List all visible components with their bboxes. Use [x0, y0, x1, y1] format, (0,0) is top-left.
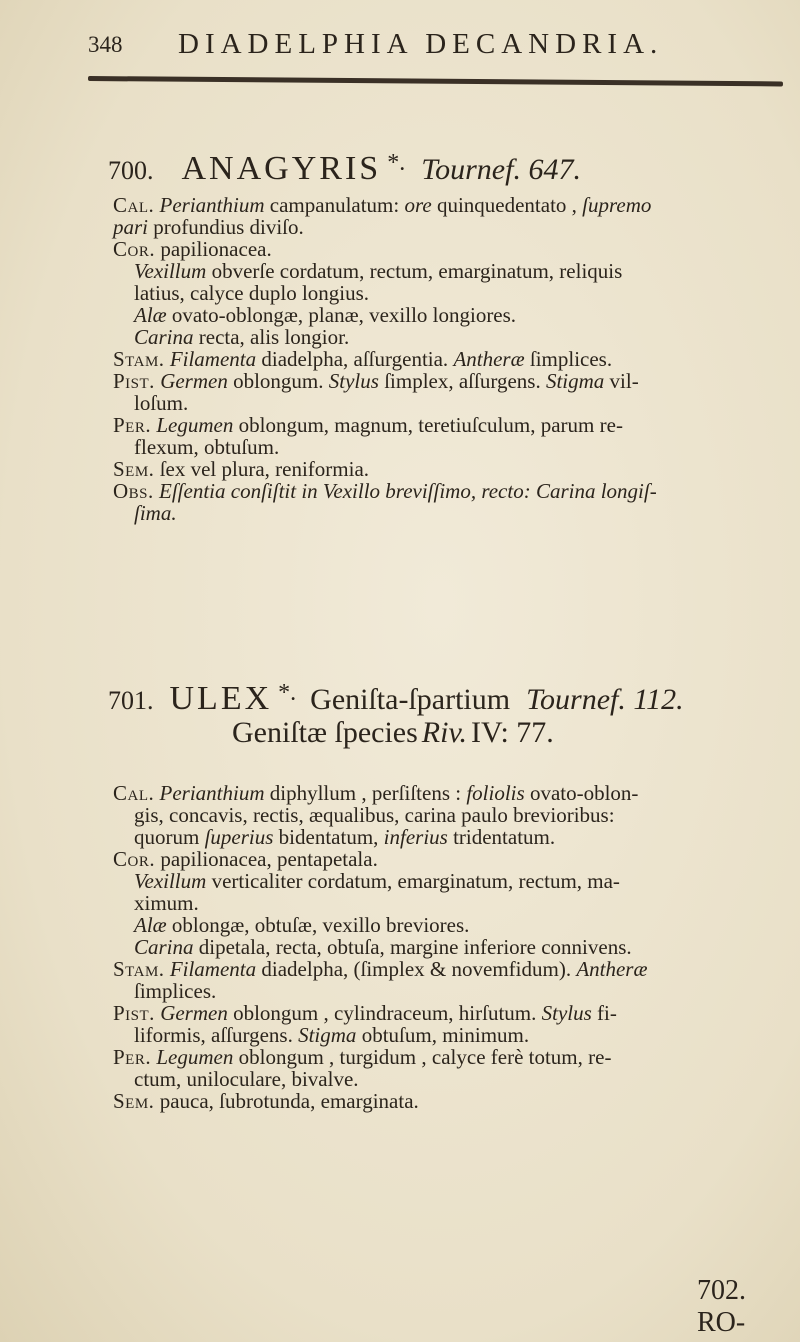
text-run: ſimplex, aſſurgens. — [378, 369, 546, 393]
section-label: Obs. — [113, 479, 154, 503]
section-label: Per. — [113, 1045, 152, 1069]
text-run: fi- — [591, 1001, 617, 1025]
text-run: Legumen — [156, 1045, 234, 1069]
section-label: Per. — [113, 413, 152, 437]
text-run: vil- — [604, 369, 639, 393]
description-line — [113, 194, 793, 216]
text-run: Germen — [160, 369, 228, 393]
description-line — [113, 980, 793, 1002]
section-label: Cal. — [113, 193, 155, 217]
text-run: gis, concavis, rectis, æqualibus, carina paulo brevioribus: — [113, 803, 615, 827]
genus-name: ANAGYRIS — [181, 150, 382, 187]
text-run: pauca, ſubrotunda, emarginata. — [154, 1089, 419, 1113]
text-run: ſex vel plura, reniformia. — [154, 457, 370, 481]
section-label: Cal. — [113, 781, 155, 805]
text-run: pari — [113, 215, 149, 239]
entry-number: 701. — [108, 686, 154, 715]
description-line — [113, 848, 793, 870]
section-label: Pist. — [113, 1001, 155, 1025]
text-run: diadelpha, aſſurgentia. — [256, 347, 454, 371]
synonym-page: IV: 77. — [471, 716, 554, 749]
text-run: Vexillum — [134, 259, 207, 283]
text-run: oblongum , cylindraceum, hirſutum. — [227, 1001, 542, 1025]
text-run: Antheræ — [576, 957, 648, 981]
description-line — [113, 1090, 793, 1112]
text-run: tridentatum. — [447, 825, 556, 849]
catchword: 702. RO- — [697, 1275, 746, 1338]
text-run: Carina — [134, 935, 194, 959]
description-line — [113, 436, 793, 458]
text-run: ovato-oblongæ, planæ, vexillo longiores. — [166, 303, 517, 327]
synonym-name: Geniſtæ ſpecies — [232, 716, 418, 749]
text-run: ctum, uniloculare, bivalve. — [113, 1067, 359, 1091]
description-line — [113, 892, 793, 914]
description-line — [113, 392, 793, 414]
description-line — [113, 804, 793, 826]
text-run: verticaliter cordatum, emarginatum, rectum, ma- — [206, 869, 620, 893]
text-run: Perianthium — [159, 781, 265, 805]
description-line — [113, 370, 793, 392]
text-run: bidentatum, — [273, 825, 384, 849]
text-run: Vexillum — [134, 869, 207, 893]
text-run: Antheræ — [453, 347, 525, 371]
text-run: recta, alis longior. — [193, 325, 350, 349]
text-run: loſum. — [113, 391, 189, 415]
page-header — [88, 26, 768, 62]
description-line — [113, 282, 793, 304]
entry-heading-701 — [108, 680, 684, 718]
text-run: Legumen — [156, 413, 234, 437]
text-run — [113, 303, 134, 327]
entry-number: 700. — [108, 156, 154, 185]
text-run: dipetala, recta, obtuſa, margine inferiore connivens. — [193, 935, 632, 959]
text-run: ſimplices. — [113, 979, 217, 1003]
text-run: ſuperius — [204, 825, 274, 849]
description-line — [113, 782, 793, 804]
description-line — [113, 1024, 793, 1046]
text-run — [113, 913, 134, 937]
text-run — [113, 259, 134, 283]
description-line — [113, 1046, 793, 1068]
text-run: Stigma — [545, 369, 605, 393]
text-run: ximum. — [113, 891, 199, 915]
genus-name: ULEX — [169, 680, 273, 717]
description-line — [113, 826, 793, 848]
section-label: Sem. — [113, 457, 155, 481]
entry-700-description — [113, 194, 793, 524]
running-head: DIADELPHIA DECANDRIA. — [178, 28, 664, 60]
text-run: papilionacea. — [155, 237, 272, 261]
text-run: Alæ — [134, 303, 167, 327]
section-label: Sem. — [113, 1089, 155, 1113]
text-run: diphyllum , perſiſtens : — [264, 781, 467, 805]
synonym-name: Geniſta-ſpartium — [310, 683, 511, 716]
description-line — [113, 480, 793, 502]
entry-heading-700 — [108, 150, 581, 188]
section-label: Cor. — [113, 237, 156, 261]
genus-reference: Tournef. 647. — [421, 153, 581, 186]
description-line — [113, 870, 793, 892]
text-run — [113, 325, 134, 349]
text-run: papilionacea, pentapetala. — [155, 847, 378, 871]
text-run: ſupremo — [582, 193, 652, 217]
text-run: Filamenta — [169, 957, 257, 981]
text-run: diadelpha, (ſimplex & novemfidum). — [256, 957, 577, 981]
text-run: obverſe cordatum, rectum, emarginatum, reliquis — [206, 259, 623, 283]
header-rule — [88, 76, 783, 86]
text-run: Germen — [160, 1001, 228, 1025]
text-run: inferius — [383, 825, 448, 849]
text-run: oblongum, magnum, teretiuſculum, parum re- — [233, 413, 623, 437]
star-mark: *. — [278, 680, 297, 706]
text-run: oblongæ, obtuſæ, vexillo breviores. — [166, 913, 470, 937]
section-label: Cor. — [113, 847, 156, 871]
text-run: Stylus — [328, 369, 379, 393]
description-line — [113, 326, 793, 348]
description-line — [113, 502, 793, 524]
description-line — [113, 216, 793, 238]
text-run: liformis, aſſurgens. — [113, 1023, 299, 1047]
text-run: latius, calyce duplo longius. — [113, 281, 370, 305]
description-line — [113, 914, 793, 936]
entry-701-synonym-line — [232, 716, 554, 750]
text-run: Filamenta — [169, 347, 257, 371]
text-run: ſimplices. — [524, 347, 613, 371]
description-line — [113, 238, 793, 260]
description-line — [113, 304, 793, 326]
text-run: foliolis — [466, 781, 525, 805]
text-run: Perianthium — [159, 193, 265, 217]
description-line — [113, 458, 793, 480]
description-line — [113, 958, 793, 980]
text-run: quorum — [113, 825, 205, 849]
description-line — [113, 260, 793, 282]
synonym-author: Riv. — [421, 716, 468, 749]
description-line — [113, 1068, 793, 1090]
section-label: Stam. — [113, 957, 165, 981]
description-line — [113, 348, 793, 370]
star-mark: *. — [387, 150, 406, 176]
section-label: Stam. — [113, 347, 165, 371]
text-run: campanulatum: — [264, 193, 405, 217]
text-run: oblongum , turgidum , calyce ferè totum, re- — [233, 1045, 612, 1069]
text-run: obtuſum, minimum. — [356, 1023, 530, 1047]
text-run: Alæ — [134, 913, 167, 937]
entry-701-description — [113, 782, 793, 1112]
description-line — [113, 414, 793, 436]
text-run: oblongum. — [227, 369, 329, 393]
genus-reference: Tournef. 112. — [526, 683, 684, 716]
text-run: Carina — [134, 325, 194, 349]
text-run: ſima. — [134, 501, 177, 525]
text-run: Eſſentia conſiſtit in Vexillo breviſſimo, recto: Carina longiſ- — [159, 479, 657, 503]
description-line — [113, 936, 793, 958]
page-number: 348 — [88, 32, 123, 57]
text-run — [113, 935, 134, 959]
text-run — [113, 869, 134, 893]
text-run — [113, 501, 134, 525]
text-run: Stigma — [298, 1023, 357, 1047]
text-run: ore — [404, 193, 432, 217]
text-run: ovato-oblon- — [524, 781, 639, 805]
text-run: flexum, obtuſum. — [113, 435, 280, 459]
section-label: Pist. — [113, 369, 155, 393]
text-run: quinquedentato , — [431, 193, 583, 217]
text-run: profundius diviſo. — [148, 215, 304, 239]
description-line — [113, 1002, 793, 1024]
text-run: Stylus — [541, 1001, 592, 1025]
